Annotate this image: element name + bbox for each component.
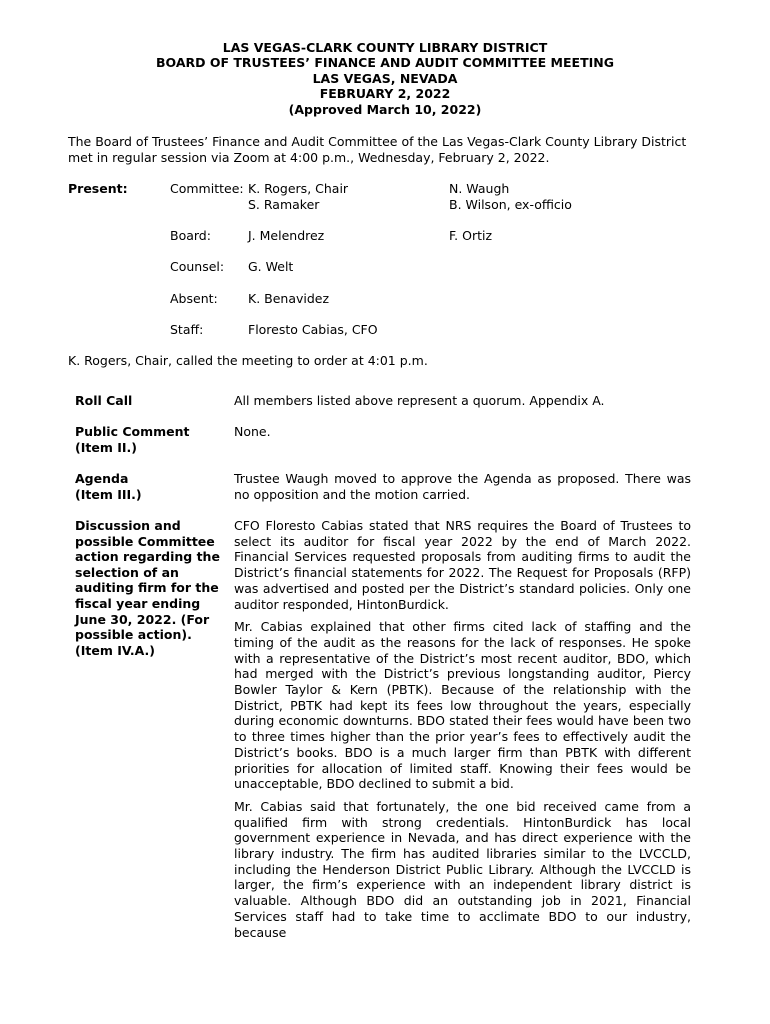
agenda-text: Trustee Waugh moved to approve the Agenda as proposed. There was no opposition and the motion carried.: [234, 471, 691, 502]
counsel-label: Counsel:: [170, 259, 225, 274]
committee-member: B. Wilson, ex-officio: [449, 197, 572, 212]
public-comment-item-number: (Item II.): [75, 439, 137, 455]
agenda-label: [75, 471, 225, 502]
committee-member: N. Waugh: [449, 181, 510, 196]
public-comment-title: Public Comment: [75, 424, 190, 439]
public-comment-text: None.: [234, 424, 271, 439]
discussion-paragraph: Mr. Cabias explained that other firms cited lack of staffing and the timing of the audit as the reasons for the lack of responses. He spoke with a representative of the District’s most recent auditor, BDO, which had merged with the District’s previous longstanding auditor, Piercy Bowler Taylor & Kern (PBTK). Because of the relationship with the District, PBTK had kept its fees low throughout the years, especially during economic downturns. BDO stated their fees would have been two to three times higher than the prior year’s fees to effectively audit the District’s books. BDO is a much larger firm than PBTK with different priorities for allocation of limited staff. Knowing their fees would be unacceptable, BDO declined to submit a bid.: [234, 619, 691, 792]
agenda-title: Agenda: [75, 471, 129, 486]
discussion-paragraph: CFO Floresto Cabias stated that NRS requires the Board of Trustees to select its auditor for fiscal year 2022 by the end of March 2022. Financial Services requested proposals from auditing firms to audit the District’s financial statements for 2022. The Request for Proposals (RFP) was advertised and posted per the District’s standard policies. Only one auditor responded, HintonBurdick.: [234, 518, 691, 612]
header-organization: LAS VEGAS-CLARK COUNTY LIBRARY DISTRICT: [222, 40, 548, 55]
discussion-label: Discussion and possible Committee action regarding the selection of an auditing firm for the fiscal year ending June 30, 2022. (For possible action). (Item IV.A.): [75, 518, 220, 658]
staff-label: Staff:: [170, 322, 204, 337]
absent-label: Absent:: [170, 291, 218, 306]
absent-member: K. Benavidez: [248, 291, 330, 306]
header-location: LAS VEGAS, NEVADA: [312, 70, 458, 86]
counsel-member: G. Welt: [248, 259, 294, 274]
board-label: Board:: [170, 228, 211, 243]
call-to-order: K. Rogers, Chair, called the meeting to order at 4:01 p.m.: [68, 353, 428, 368]
header-meeting-title: BOARD OF TRUSTEES’ FINANCE AND AUDIT COMMITTEE MEETING: [156, 55, 614, 71]
discussion-paragraph: Mr. Cabias said that fortunately, the one bid received came from a qualified firm with strong credentials. HintonBurdick has local government experience in Nevada, and has direct experience with the library industry. The firm has audited libraries similar to the LVCCLD, including the Henderson District Public Library. Although the LVCCLD is larger, the firm’s experience with an independent library district is valuable. Although BDO did an outstanding job in 2021, Financial Services staff had to take time to acclimate BDO to our industry, because: [234, 798, 691, 940]
board-member: J. Melendrez: [248, 228, 325, 243]
header-date: FEBRUARY 2, 2022: [319, 86, 451, 102]
agenda-item-number: (Item III.): [75, 486, 142, 502]
public-comment-label: [75, 424, 225, 455]
committee-label: Committee:: [170, 181, 244, 196]
staff-member: Floresto Cabias, CFO: [248, 322, 378, 337]
header-approval-date: (Approved March 10, 2022): [288, 101, 482, 117]
present-label: Present:: [68, 181, 128, 196]
intro-paragraph: The Board of Trustees’ Finance and Audit Committee of the Las Vegas-Clark County Library District met in regular session via Zoom at 4:00 p.m., Wednesday, February 2, 2022.: [68, 134, 687, 165]
committee-member: S. Ramaker: [248, 197, 320, 212]
discussion-text: [234, 518, 691, 947]
document-header: [0, 40, 770, 117]
committee-member: K. Rogers, Chair: [248, 181, 349, 196]
board-member: F. Ortiz: [449, 228, 493, 243]
roll-call-text: All members listed above represent a quorum. Appendix A.: [234, 393, 605, 408]
roll-call-label: Roll Call: [75, 393, 133, 408]
